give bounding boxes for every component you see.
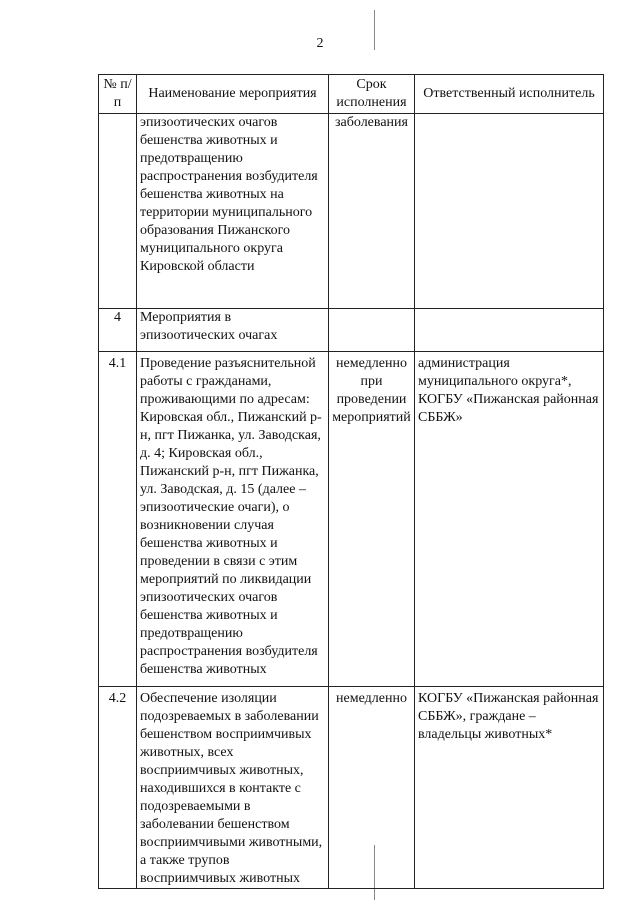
row-deadline: заболевания (329, 114, 415, 309)
row-deadline: немедленно (329, 687, 415, 889)
row-name: Мероприятия в эпизоотических очагах (137, 309, 329, 352)
header-num: № п/п (99, 75, 137, 114)
row-deadline (329, 309, 415, 352)
row-responsible (415, 309, 604, 352)
header-responsible: Ответственный исполнитель (415, 75, 604, 114)
row-num: 4.1 (99, 352, 137, 687)
row-name: Обеспечение изоляции подозреваемых в заболевании бешенством восприимчивых животных, всех восприимчивых животных, находившихся в контакте с подозреваемыми в заболевании бешенством восприимчивыми животными, а также трупов восприимчивых животных (137, 687, 329, 889)
row-responsible (415, 114, 604, 309)
measures-table (98, 74, 604, 889)
page-number: 2 (316, 36, 324, 51)
row-responsible: КОГБУ «Пижанская районная СББЖ», граждане – владельцы животных* (415, 687, 604, 889)
row-num (99, 114, 137, 309)
row-name: эпизоотических очагов бешенства животных и предотвращению распространения возбудителя бешенства животных на территории муниципального образования Пижанского муниципального округа Кировской области (137, 114, 329, 309)
row-deadline: немедленно при проведении мероприятий (329, 352, 415, 687)
table-row (99, 352, 604, 687)
row-num: 4.2 (99, 687, 137, 889)
header-name: Наименование мероприятия (137, 75, 329, 114)
row-num: 4 (99, 309, 137, 352)
table-row (99, 114, 604, 309)
table-row (99, 309, 604, 352)
scan-artifact-line-top (374, 10, 375, 50)
row-responsible: администрация муниципального округа*, КОГБУ «Пижанская районная СББЖ» (415, 352, 604, 687)
header-deadline: Срок исполнения (329, 75, 415, 114)
row-name: Проведение разъяснительной работы с гражданами, проживающими по адресам: Кировская обл., Пижанский р-н, пгт Пижанка, ул. Заводская, д. 4; Кировская обл., Пижанский р-н, пгт Пижанка, ул. Заводская, д. 15 (далее – эпизоотические очаги), о возникновении случая бешенства животных и проведении в связи с этим мероприятий по ликвидации эпизоотических очагов бешенства животных и предотвращению распространения возбудителя бешенства животных (137, 352, 329, 687)
table-header-row (99, 75, 604, 114)
table-row (99, 687, 604, 889)
